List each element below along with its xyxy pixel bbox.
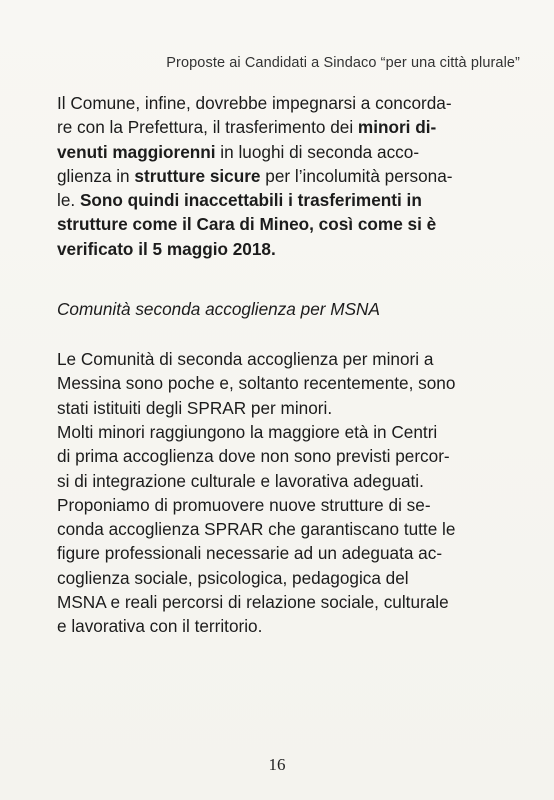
text-line: [57, 140, 510, 164]
text-segment: per l’incolumità persona-: [260, 165, 453, 186]
text-line: [57, 164, 510, 188]
text-segment: re con la Prefettura, il trasferimento dei: [57, 117, 358, 138]
section-heading: Comunità seconda accoglienza per MSNA: [57, 299, 380, 320]
text-line: [57, 188, 510, 212]
text-segment: le.: [57, 190, 80, 211]
bold-segment: venuti maggiorenni: [57, 141, 216, 162]
paragraph-prefettura: [57, 91, 510, 261]
text-line: si di integrazione culturale e lavorativa adeguati.: [57, 470, 424, 491]
text-line: e lavorativa con il territorio.: [57, 616, 263, 637]
text-segment: Il Comune, infine, dovrebbe impegnarsi a concorda-: [57, 93, 452, 113]
text-line: conda accoglienza SPRAR che garantiscano tutte le: [57, 519, 456, 540]
text-line: Le Comunità di seconda accoglienza per minori a: [57, 349, 434, 370]
page-content: [57, 91, 510, 639]
text-line: di prima accoglienza dove non sono previsti percor-: [57, 446, 450, 467]
text-line: coglienza sociale, psicologica, pedagogica del: [57, 567, 409, 588]
text-line: [57, 115, 510, 139]
text-line: MSNA e reali percorsi di relazione sociale, culturale: [57, 592, 449, 613]
text-line: [57, 237, 510, 261]
paragraph-comunita: [57, 347, 510, 639]
text-line: [57, 212, 510, 236]
text-segment: in luoghi di seconda acco-: [215, 141, 420, 162]
text-line: figure professionali necessarie ad un adeguata ac-: [57, 543, 443, 564]
bold-segment: strutture come il Cara di Mineo, così come si è: [57, 214, 437, 235]
bold-segment: minori di-: [357, 117, 437, 138]
text-line: Proponiamo di promuovere nuove strutture di se-: [57, 494, 431, 515]
text-line: Molti minori raggiungono la maggiore età in Centri: [57, 421, 438, 442]
running-header: Proposte ai Candidati a Sindaco “per una città plurale”: [166, 55, 520, 71]
bold-segment: Sono quindi inaccettabili i trasferimenti in: [79, 190, 422, 211]
text-line: Messina sono poche e, soltanto recentemente, sono: [57, 373, 456, 394]
bold-segment: strutture sicure: [134, 165, 261, 186]
text-segment: glienza in: [57, 165, 135, 186]
bold-segment: verificato il 5 maggio 2018.: [57, 238, 276, 259]
text-line: stati istituiti degli SPRAR per minori.: [57, 397, 333, 418]
page-number: 16: [268, 755, 286, 774]
text-line: [57, 91, 510, 115]
